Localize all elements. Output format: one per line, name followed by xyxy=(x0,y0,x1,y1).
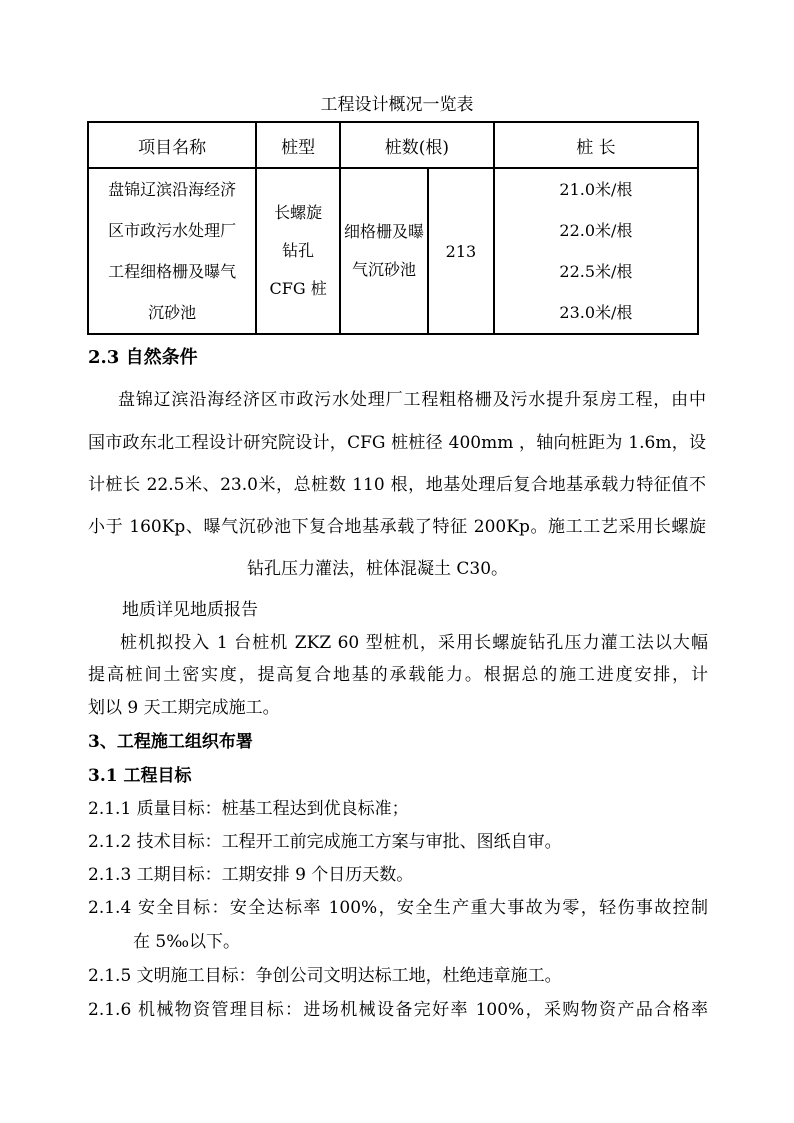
project-name-line: 沉砂池 xyxy=(148,303,197,322)
project-name-line: 区市政污水处理厂 xyxy=(108,221,237,240)
project-name-line: 工程细格栅及曝气 xyxy=(108,262,237,281)
table-caption: 工程设计概况一览表 xyxy=(320,95,474,115)
pile-length-line: 23.0米/根 xyxy=(559,303,633,322)
section-2-3-heading: 2.3 自然条件 xyxy=(88,347,198,368)
project-name-line: 盘锦辽滨沿海经济 xyxy=(108,180,237,199)
section-3-heading: 3、工程施工组织布署 xyxy=(88,732,253,752)
cell-section xyxy=(341,169,429,333)
overview-table xyxy=(87,121,699,335)
target-item: 2.1.1 质量目标：桩基工程达到优良标准； xyxy=(88,799,409,819)
geology-note: 地质详见地质报告 xyxy=(122,600,258,620)
paragraph-line: 提高桩间土密实度，提高复合地基的承载能力。根据总的施工进度安排，计 xyxy=(88,665,708,685)
pile-length-line: 22.5米/根 xyxy=(559,262,633,281)
pile-length-line: 22.0米/根 xyxy=(559,221,633,240)
pile-count-text: 213 xyxy=(445,241,477,261)
header-pile-length: 桩 长 xyxy=(494,122,698,168)
section-3-1-heading: 3.1 工程目标 xyxy=(88,766,192,786)
table-header-row xyxy=(88,122,698,168)
pile-type-line: 长螺旋 xyxy=(274,203,323,222)
pile-type-line: CFG 桩 xyxy=(269,279,327,298)
paragraph-line: 桩机拟投入 1 台桩机 ZKZ 60 型桩机，采用长螺旋钻孔压力灌工法以大幅 xyxy=(120,633,708,653)
paragraph-line: 小于 160Kp、曝气沉砂池下复合地基承载了特征 200Kp。施工工艺采用长螺旋 xyxy=(88,517,706,537)
header-project-name: 项目名称 xyxy=(88,122,256,168)
cell-project-name xyxy=(88,168,256,334)
target-item: 2.1.3 工期目标：工期安排 9 个日历天数。 xyxy=(88,865,414,885)
target-item: 2.1.5 文明施工目标：争创公司文明达标工地，杜绝违章施工。 xyxy=(88,966,562,986)
pile-count-value xyxy=(429,169,493,333)
pile-type-line: 钻孔 xyxy=(282,241,315,260)
paragraph-line: 计桩长 22.5米、23.0米，总桩数 110 根，地基处理后复合地基承载力特征值不 xyxy=(88,475,706,495)
header-pile-count-label: 桩数(根) xyxy=(384,137,450,158)
section-line: 细格栅及曝 xyxy=(343,222,424,241)
pile-length-line: 21.0米/根 xyxy=(559,180,633,199)
target-item-continuation: 在 5‰以下。 xyxy=(133,932,241,952)
cell-pile-length xyxy=(494,168,698,334)
target-item: 2.1.6 机械物资管理目标：进场机械设备完好率 100%，采购物资产品合格率 xyxy=(88,1000,708,1020)
paragraph-line: 盘锦辽滨沿海经济区市政污水处理厂工程粗格栅及污水提升泵房工程，由中 xyxy=(118,390,706,410)
header-pile-type: 桩型 xyxy=(256,122,340,168)
header-pile-count xyxy=(340,122,494,168)
paragraph-line: 国市政东北工程设计研究院设计，CFG 桩桩径 400mm ，轴向桩距为 1.6m，设 xyxy=(88,433,706,453)
target-item: 2.1.4 安全目标：安全达标率 100%，安全生产重大事故为零，轻伤事故控制 xyxy=(88,898,708,918)
section-line: 气沉砂池 xyxy=(351,260,416,279)
paragraph-line: 划以 9 天工期完成施工。 xyxy=(88,698,280,718)
table-row xyxy=(88,168,698,334)
cell-pile-count xyxy=(340,168,494,334)
cell-pile-type xyxy=(256,168,340,334)
paragraph-line: 钻孔压力灌法，桩体混凝土 C30。 xyxy=(247,559,509,579)
target-item: 2.1.2 技术目标：工程开工前完成施工方案与审批、图纸自审。 xyxy=(88,832,562,852)
